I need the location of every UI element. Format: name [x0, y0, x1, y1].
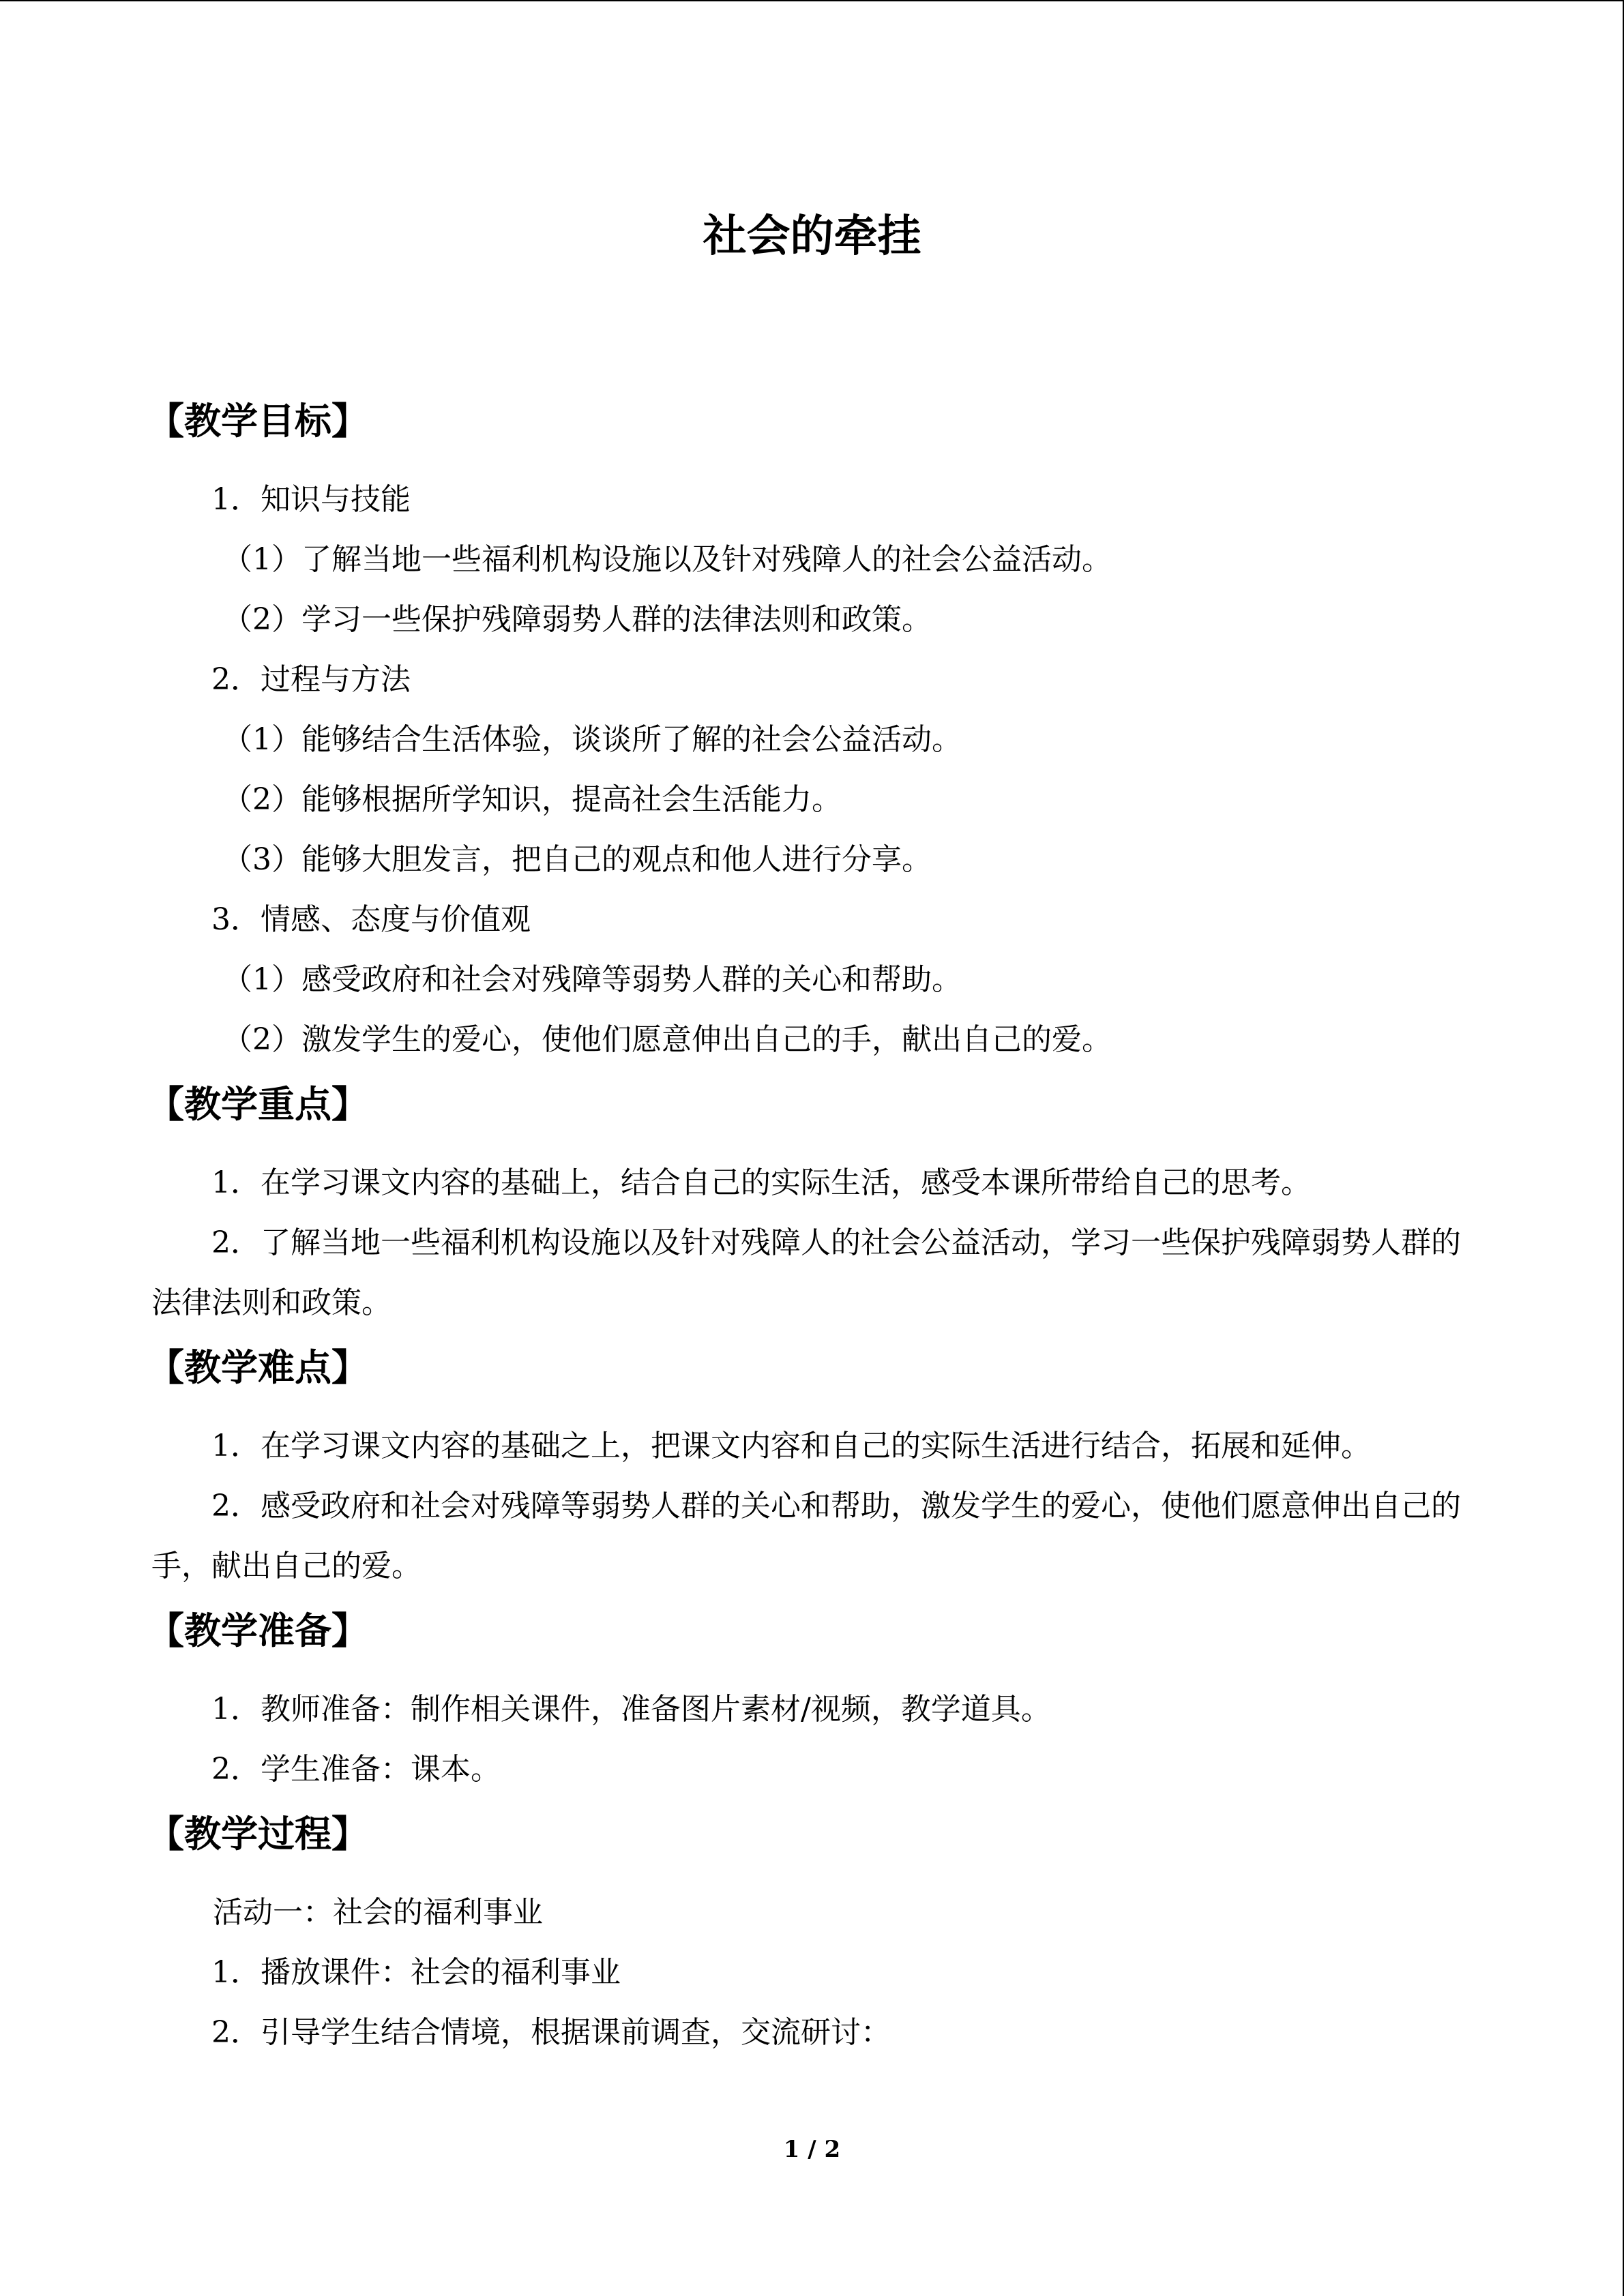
- difficulty-item: 1．在学习课文内容的基础之上，把课文内容和自己的实际生活进行结合，拓展和延伸。: [211, 1429, 1371, 1463]
- key-point-item: 1．在学习课文内容的基础上，结合自己的实际生活，感受本课所带给自己的思考。: [211, 1165, 1311, 1200]
- section-heading-preparation: 【教学准备】: [147, 1609, 368, 1652]
- process-item: 2．引导学生结合情境，根据课前调查，交流研讨：: [211, 2015, 891, 2050]
- difficulty-item: 2．感受政府和社会对残障等弱势人群的关心和帮助，激发学生的爱心，使他们愿意伸出自己的手，献出自己的爱。: [151, 1489, 1461, 1583]
- section-heading-difficulties: 【教学难点】: [147, 1345, 368, 1389]
- goal-item: （1）了解当地一些福利机构设施以及针对残障人的社会公益活动。: [222, 542, 1112, 577]
- goal-item: （2）激发学生的爱心，使他们愿意伸出自己的手，献出自己的爱。: [222, 1022, 1112, 1057]
- section-heading-key-points: 【教学重点】: [147, 1082, 368, 1126]
- key-point-item: 2．了解当地一些福利机构设施以及针对残障人的社会公益活动，学习一些保护残障弱势人群的法律法则和政策。: [151, 1225, 1461, 1320]
- page-number: 1 / 2: [783, 2136, 841, 2163]
- section-heading-goals: 【教学目标】: [147, 399, 368, 443]
- goal-item: （1）能够结合生活体验，谈谈所了解的社会公益活动。: [222, 722, 962, 757]
- goal-item: 2．过程与方法: [211, 662, 411, 697]
- preparation-item: 2．学生准备：课本。: [211, 1752, 501, 1787]
- goal-item: （1）感受政府和社会对残障等弱势人群的关心和帮助。: [222, 962, 962, 997]
- process-item: 1．播放课件：社会的福利事业: [211, 1955, 621, 1990]
- goal-item: （3）能够大胆发言，把自己的观点和他人进行分享。: [222, 842, 932, 877]
- process-item: 活动一：社会的福利事业: [213, 1895, 543, 1930]
- document-body: [147, 387, 1475, 2063]
- preparation-item: 1．教师准备：制作相关课件，准备图片素材/视频，教学道具。: [211, 1692, 1051, 1727]
- goal-item: 3．情感、态度与价值观: [211, 902, 531, 937]
- goal-item: 1．知识与技能: [211, 482, 411, 517]
- goal-item: （2）学习一些保护残障弱势人群的法律法则和政策。: [222, 602, 932, 637]
- goal-item: （2）能够根据所学知识，提高社会生活能力。: [222, 782, 842, 817]
- section-heading-process: 【教学过程】: [147, 1812, 368, 1855]
- document-title: 社会的牵挂: [703, 211, 921, 262]
